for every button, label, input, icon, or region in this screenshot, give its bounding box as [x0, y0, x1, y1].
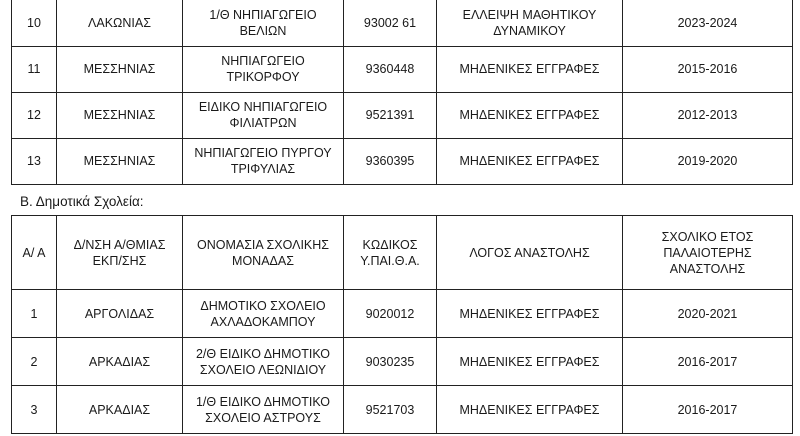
table-cell — [437, 92, 623, 138]
table-cell — [12, 92, 57, 138]
cell-text: 3 — [30, 402, 38, 417]
table-cell — [57, 92, 183, 138]
table-cell — [344, 338, 437, 386]
cell-text: 9020012 — [365, 306, 415, 321]
cell-text: ΔΗΜΟΤΙΚΟ ΣΧΟΛΕΙΟ ΑΧΛΑΔΟΚΑΜΠΟΥ — [200, 298, 326, 329]
table-cell — [623, 46, 793, 92]
kindergartens-table-body — [12, 0, 793, 184]
table-cell — [57, 0, 183, 46]
cell-text: ΜΗΔΕΝΙΚΕΣ ΕΓΓΡΑΦΕΣ — [459, 108, 600, 122]
table-cell — [12, 386, 57, 434]
column-header-text: ΛΟΓΟΣ ΑΝΑΣΤΟΛΗΣ — [469, 245, 590, 260]
cell-text: ΝΗΠΙΑΓΩΓΕΙΟ ΤΡΙΚΟΡΦΟΥ — [221, 54, 305, 84]
cell-text: 9360395 — [365, 154, 415, 168]
table-cell — [183, 92, 344, 138]
cell-text: 2/Θ ΕΙΔΙΚΟ ΔΗΜΟΤΙΚΟ ΣΧΟΛΕΙΟ ΛΕΩΝΙΔΙΟΥ — [195, 346, 330, 377]
column-header-text: ΚΩΔΙΚΟΣ Υ.ΠΑΙ.Θ.Α. — [360, 237, 420, 268]
cell-text: ΝΗΠΙΑΓΩΓΕΙΟ ΠΥΡΓΟΥ ΤΡΙΦΥΛΙΑΣ — [194, 146, 332, 176]
table-cell — [183, 290, 344, 338]
cell-text: 2012-2013 — [677, 108, 738, 122]
table-row — [12, 386, 793, 434]
table-row — [12, 138, 793, 184]
cell-text: ΑΡΚΑΔΙΑΣ — [88, 354, 151, 369]
section-title-primary-schools: Β. Δημοτικά Σχολεία: — [20, 194, 144, 209]
kindergartens-table — [11, 0, 793, 185]
table-cell — [183, 138, 344, 184]
cell-text: 9521391 — [365, 108, 415, 122]
table-cell — [12, 0, 57, 46]
cell-text: ΑΡΓΟΛΙΔΑΣ — [84, 306, 155, 321]
column-header-text: ΟΝΟΜΑΣΙΑ ΣΧΟΛΙΚΗΣ ΜΟΝΑΔΑΣ — [196, 237, 330, 268]
cell-text: 10 — [27, 15, 41, 30]
table-cell — [623, 386, 793, 434]
table-cell — [344, 386, 437, 434]
column-header-text: ΣΧΟΛΙΚΟ ΕΤΟΣ ΠΑΛΑΙΟΤΕΡΗΣ ΑΝΑΣΤΟΛΗΣ — [661, 229, 754, 276]
cell-text: 2019-2020 — [677, 154, 738, 168]
table-cell — [344, 290, 437, 338]
cell-text: 12 — [27, 108, 41, 122]
header-row — [12, 216, 793, 290]
table-cell — [437, 138, 623, 184]
table-row — [12, 92, 793, 138]
column-header — [437, 216, 623, 290]
cell-text: 1/Θ ΕΙΔΙΚΟ ΔΗΜΟΤΙΚΟ ΣΧΟΛΕΙΟ ΑΣΤΡΟΥΣ — [195, 394, 330, 425]
table-cell — [623, 338, 793, 386]
table-cell — [57, 290, 183, 338]
column-header — [623, 216, 793, 290]
cell-text: ΛΑΚΩΝΙΑΣ — [88, 15, 151, 30]
table-row — [12, 338, 793, 386]
table-cell — [344, 138, 437, 184]
cell-text: 9360448 — [365, 62, 415, 76]
primary-schools-table-header — [12, 216, 793, 290]
table-cell — [12, 290, 57, 338]
cell-text: 11 — [27, 62, 41, 76]
column-header — [344, 216, 437, 290]
table-cell — [623, 0, 793, 46]
table-cell — [623, 138, 793, 184]
primary-schools-table — [11, 215, 793, 434]
table-cell — [437, 290, 623, 338]
cell-text: 2020-2021 — [677, 306, 738, 321]
table-cell — [344, 46, 437, 92]
table-cell — [57, 46, 183, 92]
table-cell — [12, 46, 57, 92]
cell-text: 1 — [30, 306, 38, 321]
table-cell — [57, 338, 183, 386]
primary-schools-table-body — [12, 290, 793, 434]
cell-text: ΕΙΔΙΚΟ ΝΗΠΙΑΓΩΓΕΙΟ ΦΙΛΙΑΤΡΩΝ — [198, 100, 328, 130]
table-cell — [57, 386, 183, 434]
table-cell — [623, 290, 793, 338]
cell-text: ΜΗΔΕΝΙΚΕΣ ΕΓΓΡΑΦΕΣ — [459, 402, 600, 417]
column-header — [12, 216, 57, 290]
cell-text: ΜΗΔΕΝΙΚΕΣ ΕΓΓΡΑΦΕΣ — [459, 306, 600, 321]
table-cell — [437, 386, 623, 434]
cell-text: ΜΕΣΣΗΝΙΑΣ — [83, 108, 156, 122]
table-cell — [623, 92, 793, 138]
table-row — [12, 290, 793, 338]
cell-text: 1/Θ ΝΗΠΙΑΓΩΓΕΙΟ ΒΕΛΙΩΝ — [209, 7, 317, 38]
cell-text: ΜΕΣΣΗΝΙΑΣ — [83, 62, 156, 76]
table-cell — [437, 338, 623, 386]
table-cell — [183, 0, 344, 46]
column-header-text: Α/ Α — [22, 245, 46, 260]
column-header-text: Δ/ΝΣΗ Α/ΘΜΙΑΣ ΕΚΠ/ΣΗΣ — [73, 237, 166, 268]
table-row — [12, 0, 793, 46]
cell-text: 9030235 — [365, 354, 415, 369]
cell-text: 13 — [27, 154, 41, 168]
table-row — [12, 46, 793, 92]
cell-text: 93002 61 — [363, 15, 417, 30]
table-cell — [57, 138, 183, 184]
cell-text: 2016-2017 — [677, 402, 738, 417]
table-cell — [344, 92, 437, 138]
cell-text: 2015-2016 — [677, 62, 738, 76]
cell-text: ΜΕΣΣΗΝΙΑΣ — [83, 154, 156, 168]
cell-text: ΕΛΛΕΙΨΗ ΜΑΘΗΤΙΚΟΥ ΔΥΝΑΜΙΚΟΥ — [462, 7, 597, 38]
table-cell — [183, 386, 344, 434]
table-cell — [437, 0, 623, 46]
cell-text: ΜΗΔΕΝΙΚΕΣ ΕΓΓΡΑΦΕΣ — [459, 62, 600, 76]
cell-text: ΜΗΔΕΝΙΚΕΣ ΕΓΓΡΑΦΕΣ — [459, 154, 600, 168]
cell-text: 2 — [30, 354, 38, 369]
column-header — [183, 216, 344, 290]
table-cell — [183, 46, 344, 92]
table-cell — [12, 338, 57, 386]
cell-text: 2016-2017 — [677, 354, 738, 369]
table-cell — [437, 46, 623, 92]
column-header — [57, 216, 183, 290]
table-cell — [344, 0, 437, 46]
table-cell — [183, 338, 344, 386]
table-cell — [12, 138, 57, 184]
cell-text: ΑΡΚΑΔΙΑΣ — [88, 402, 151, 417]
cell-text: 9521703 — [365, 402, 415, 417]
cell-text: 2023-2024 — [677, 15, 738, 30]
cell-text: ΜΗΔΕΝΙΚΕΣ ΕΓΓΡΑΦΕΣ — [459, 354, 600, 369]
